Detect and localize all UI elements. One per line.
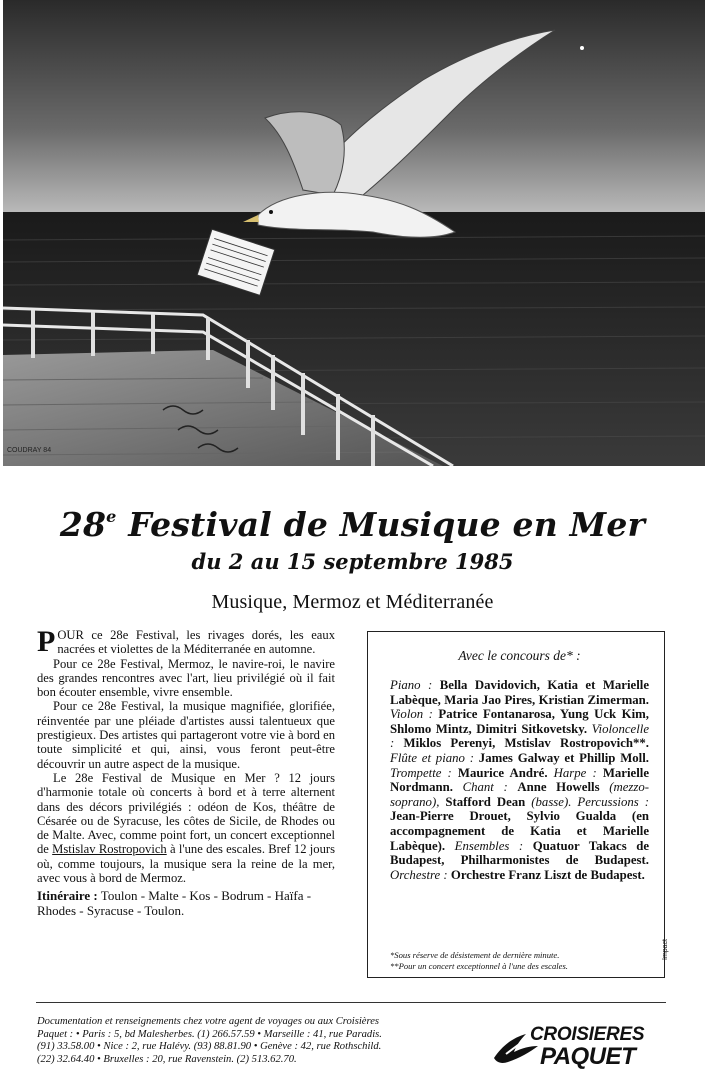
agency-credit: Impact: [662, 938, 669, 960]
paragraph-2: Pour ce 28e Festival, Mermoz, le navire-roi, le navire des grandes rencontres avec l'art, lieu privilégié où il fait bon écouter ensemble, vivre ensemble.: [37, 656, 335, 700]
paragraph-4: Le 28e Festival de Musique en Mer ? 12 jours d'harmonie totale où concerts à bord et à terre alternent dans des décors privilégiés : odéon de Kos, théâtre de Césarée ou de Syracuse, les côtes de Sicile, de Rhodes ou de Malte. Avec, comme point fort, un concert exceptionnel de Mstislav Rostropovich à l'une des escales. Bref 12 jours où, comme toujours, la musique sera la reine de la mer, avec vous à bord de Mermoz.: [37, 770, 335, 886]
logo-line-1: CROISIERES: [530, 1024, 645, 1045]
artists-box-title: Avec le concours de* :: [458, 648, 581, 663]
artists-footnotes: *Sous réserve de désistement de dernière minute. **Pour un concert exceptionnel à l'une des escales.: [390, 950, 568, 971]
artists-list: Piano : Bella Davidovich, Katia et Marielle Labèque, Maria Jao Pires, Kristian Zimerman. Violon : Patrice Fontanarosa, Yung Uck Kim, Shlomo Mintz, Dimitri Sitkovetsky. Violoncelle : Miklos Perenyi, Mstislav Rostropovich**. Flûte et piano : James Galway et Phillip Moll. Trompette : Maurice André. Harpe : Marielle Nordmann. Chant : Anne Howells (mezzo-soprano), Stafford Dean (basse). Percussions : Jean-Pierre Drouet, Sylvio Gualda (en accompagnement de Katia et Marielle Labèque). Ensembles : Quatuor Takacs de Budapest, Philharmonistes de Budapest. Orchestre : Orchestre Franz Liszt de Budapest.: [390, 678, 650, 882]
artist-signature: COUDRAY 84: [7, 447, 52, 454]
contact-info: Documentation et renseignements chez votre agent de voyages ou aux Croisières Paquet : • Paris : 5, bd Malesherbes. (1) 266.57.59 • Marseille : 41, rue Paradis. (91) 33.58.00 • Nice : 2, rue Halévy. (93) 88.81.90 • Genève : 42, rue Rothschild. (22) 32.64.40 • Bruxelles : 20, rue Ravenstein. (2) 513.62.70.: [37, 1016, 382, 1065]
paragraph-3: Pour ce 28e Festival, la musique magnifiée, glorifiée, réinventée par une pléiade d'artistes aussi talentueux que prestigieux. Des artistes qui partageront votre vie à bord en toute simplicité et qui, ainsi, vous feront peut-être découvrir un autre aspect de la musique.: [37, 699, 335, 771]
article-body: [37, 625, 335, 919]
rostropovich-name: Mstislav Rostropovich: [52, 842, 167, 857]
footer-divider: [36, 1002, 666, 1003]
festival-title: 28e Festival de Musique en Mer: [59, 505, 646, 544]
itinerary: Itinéraire : Toulon - Malte - Kos - Bodrum - Haïfa - Rhodes - Syracuse - Toulon.: [37, 888, 312, 919]
artists-box: [367, 631, 665, 978]
drop-cap: P: [37, 625, 56, 658]
croisieres-paquet-logo: [492, 1024, 672, 1072]
logo-line-2: PAQUET: [540, 1043, 636, 1070]
festival-subtitle: Musique, Mermoz et Méditerranée: [211, 591, 494, 613]
festival-dates: du 2 au 15 septembre 1985: [191, 549, 514, 574]
cover-illustration: [3, 0, 705, 466]
paragraph-1: POUR ce 28e Festival, les rivages dorés, les eaux nacrées et violettes de la Méditerranée en automne.: [37, 625, 335, 658]
